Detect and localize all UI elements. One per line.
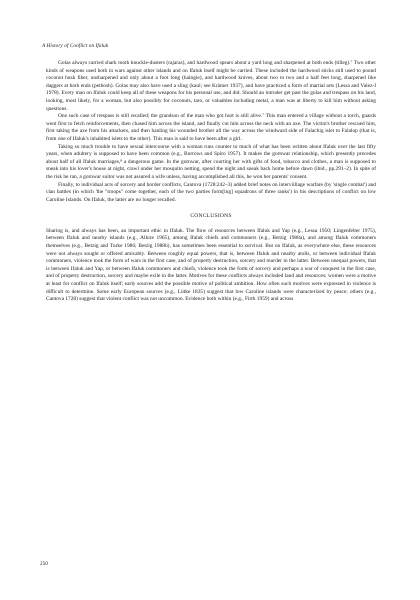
paragraph-sorcery: Finally, to individual acts of sorcery and border conflicts, Cantova (1728:242–3) added brief notes on interviillage warfare (by 'single combat') and clan battles (in which 'the "troops" come together, each of the two parties form[ing] squadrons of three ranks') in his descriptions of conflict on low Caroline Islands. On Ifaluk, the latter are no longer recalled. bbox=[46, 181, 376, 203]
section-heading: CONCLUSIONS bbox=[190, 213, 232, 220]
article-body bbox=[46, 60, 376, 304]
paragraph-conclusions: Sharing is, and always has been, an important ethic in Ifaluk. The flow of resources between Ifaluk and Yap (e.g., Lessa 1950; Lingenfelter 1975), between Ifaluk and nearby islands (e.g., Alkire 1965), among Ifaluk chiefs and commoners (e.g., Betzig 1988a), and among Ifaluk commoners themselves (e.g., Betzig and Turke 1986; Betzig 1988b), has sometimes been essential to survival. But on Ifaluk, as everywhere else, these resources were not always sought or offered amicably. Between roughly equal powers, that is, between Ifaluk and nearby atolls, or between individual Ifaluk commoners, violence took the form of wars in the first case, and of property destruction, sorcery and murder in the latter. Between unequal powers, that is between Ifaluk and Yap, or between Ifaluk commoners and chiefs, violence took the form of sorcery and perhaps a war of conquest in the first case, and of property destruction, sorcery and maybe exile in the latter. Motives for these conflicts always included land and resources; women were a motive at least for conflict on Ifaluk itself; early sources add the possible motive of political ambition. How often such motives were expressed in violence is difficult to determine. Some early European sources (e.g., Lütke 1835) suggest that low Caroline islands were characterized by peace; others (e.g., Cantova 1728) suggest that violent conflict was not uncommon. Evidence both within (e.g., Firth 1959) and across bbox=[46, 227, 376, 303]
paragraph-gornwar: Taking so much trouble to have sexual intercourse with a woman runs counter to much of what has been written about Ifaluk over the last fifty years, when adultery is supposed to have been common (e.g., Burrows and Spiro 1957). It makes the gornwar relationship, which presently precedes about half of all Ifaluk marriages,⁸ a dangerous game. In the gornwar, after courting her with gifts of food, tobacco and clothes, a man is supposed to sneak into his lover's house at night, crawl under her mosquito netting, spend the night and sneak back home before dawn (ibid., pp.291–2). In spite of the risk he ran, a gornwar suitor was not assured a wife unless, having accomplished all this, he won her parents' consent. bbox=[46, 143, 376, 180]
page-number: 250 bbox=[40, 561, 48, 567]
paragraph-weapons: Golas always carried shark tooth knuckle-dusters (rajaras), and hardwood spears about a yard long and sharpened at both ends (tilleg).⁷ Two other kinds of weapons used both in wars against other islands and on Ifaluk itself might be carried. These included the hardwood sticks still used to pound coconut husk fiber, unsharpened and only about a foot long (haingie), and hardwood knives, about two to two and a half feet long, sharpened like daggers at both ends (pethosh). Golas may also have used a sling (kaul; see Krämer 1937), and have practiced a form of martial arts (Lessa and Valez-I 1978). Every man on Ifaluk could keep all of these weapons for his personal use, and did. Should an intruder get past the golas and trespass on his land, looking, most likely, for a woman, but also possibly for coconuts, taro, or valuables including metal, a man was at liberty to kill him without asking questions. bbox=[46, 60, 376, 112]
running-head: A History of Conflict on Ifaluk bbox=[42, 43, 109, 49]
paragraph-trespass: One such case of trespass is still recalled; the grandson of the man who got hurt is still alive.⁷ This man entered a village without a torch, guards went first to fetch reinforcements, then chased him across the island, and finally cut him across the neck with an axe. The victim's brother rescued him, first taking the axe from his attackers, and then hauling his wounded brother all the way across the windward side of Falachig islet to Falalop (that is, from one of Ifaluk's inhabited islets to the other). This man is said to have been after a girl. bbox=[46, 113, 376, 142]
